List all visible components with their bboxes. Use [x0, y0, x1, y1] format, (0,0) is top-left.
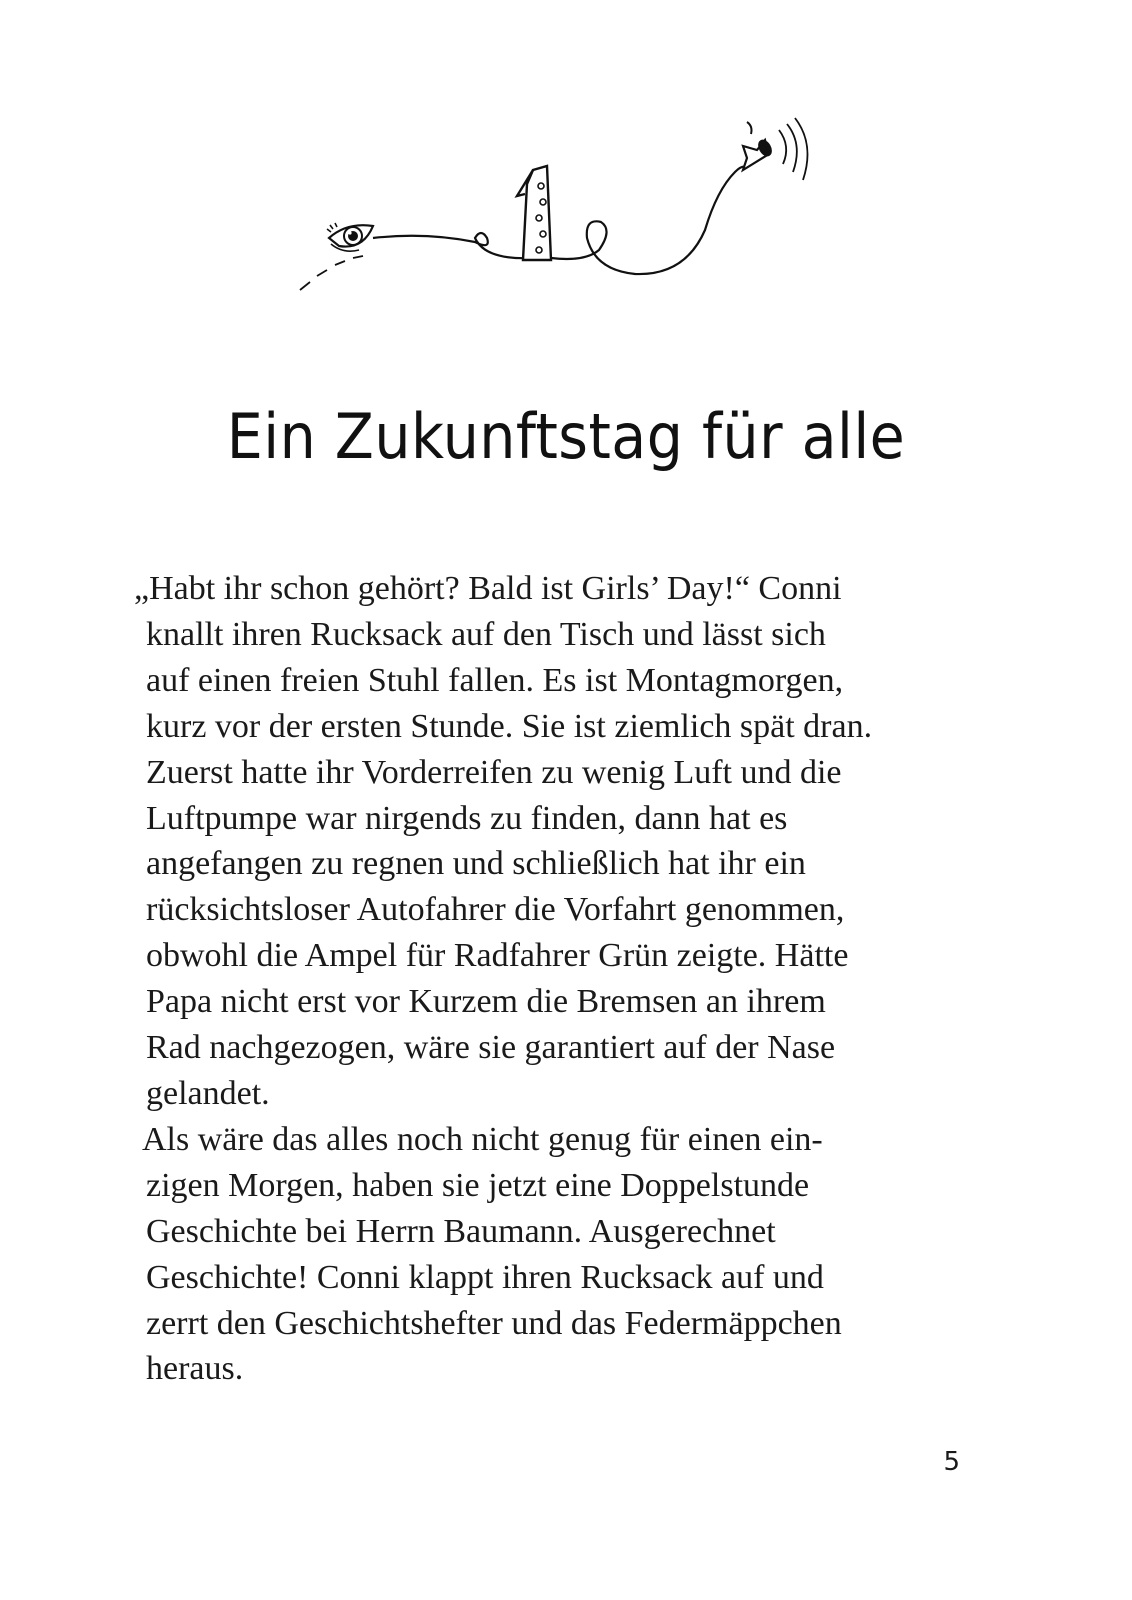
chapter-title: Ein Zukunftstag für alle — [226, 400, 906, 473]
text-line: angefangen zu regnen und schließlich hat ihr ein — [146, 845, 806, 883]
text-line: Geschichte bei Herrn Baumann. Ausgerechnet — [146, 1212, 776, 1250]
text-line: Als wäre das alles noch nicht genug für einen ein- — [142, 1120, 823, 1158]
text-line: rücksichtsloser Autofahrer die Vorfahrt genommen, — [146, 891, 845, 929]
text-line: knallt ihren Rucksack auf den Tisch und lässt sich — [146, 615, 826, 653]
text-line: Papa nicht erst vor Kurzem die Bremsen an ihrem — [146, 983, 826, 1021]
chapter-number-doodle-icon — [295, 110, 835, 310]
swirl-line — [551, 167, 747, 274]
text-line: kurz vor der ersten Stunde. Sie ist ziemlich spät dran. — [146, 707, 873, 745]
text-line: Luftpumpe war nirgends zu finden, dann hat es — [146, 799, 788, 837]
text-line: Zuerst hatte ihr Vorderreifen zu wenig Luft und die — [146, 753, 842, 791]
text-line: Geschichte! Conni klappt ihren Rucksack auf und — [146, 1258, 824, 1296]
page-number: 5 — [943, 1447, 960, 1477]
text-line: Rad nachgezogen, wäre sie garantiert auf der Nase — [146, 1029, 836, 1067]
dash-trail — [300, 256, 363, 290]
text-line: zerrt den Geschichtshefter und das Federmäppchen — [146, 1304, 842, 1342]
text-line: auf einen freien Stuhl fallen. Es ist Montagmorgen, — [146, 661, 844, 699]
text-line: obwohl die Ampel für Radfahrer Grün zeigte. Hätte — [146, 937, 849, 975]
eye-icon — [327, 223, 373, 251]
text-line: gelandet. — [146, 1074, 270, 1112]
horn-icon — [743, 118, 808, 180]
text-line: „Habt ihr schon gehört? Bald ist Girls’ Day!“ Conni — [134, 570, 842, 607]
chapter-body-text — [134, 566, 966, 1392]
curly-line — [373, 233, 531, 258]
text-line: heraus. — [146, 1350, 244, 1388]
number-one-icon — [517, 166, 551, 260]
text-line: zigen Morgen, haben sie jetzt eine Doppelstunde — [146, 1166, 810, 1204]
